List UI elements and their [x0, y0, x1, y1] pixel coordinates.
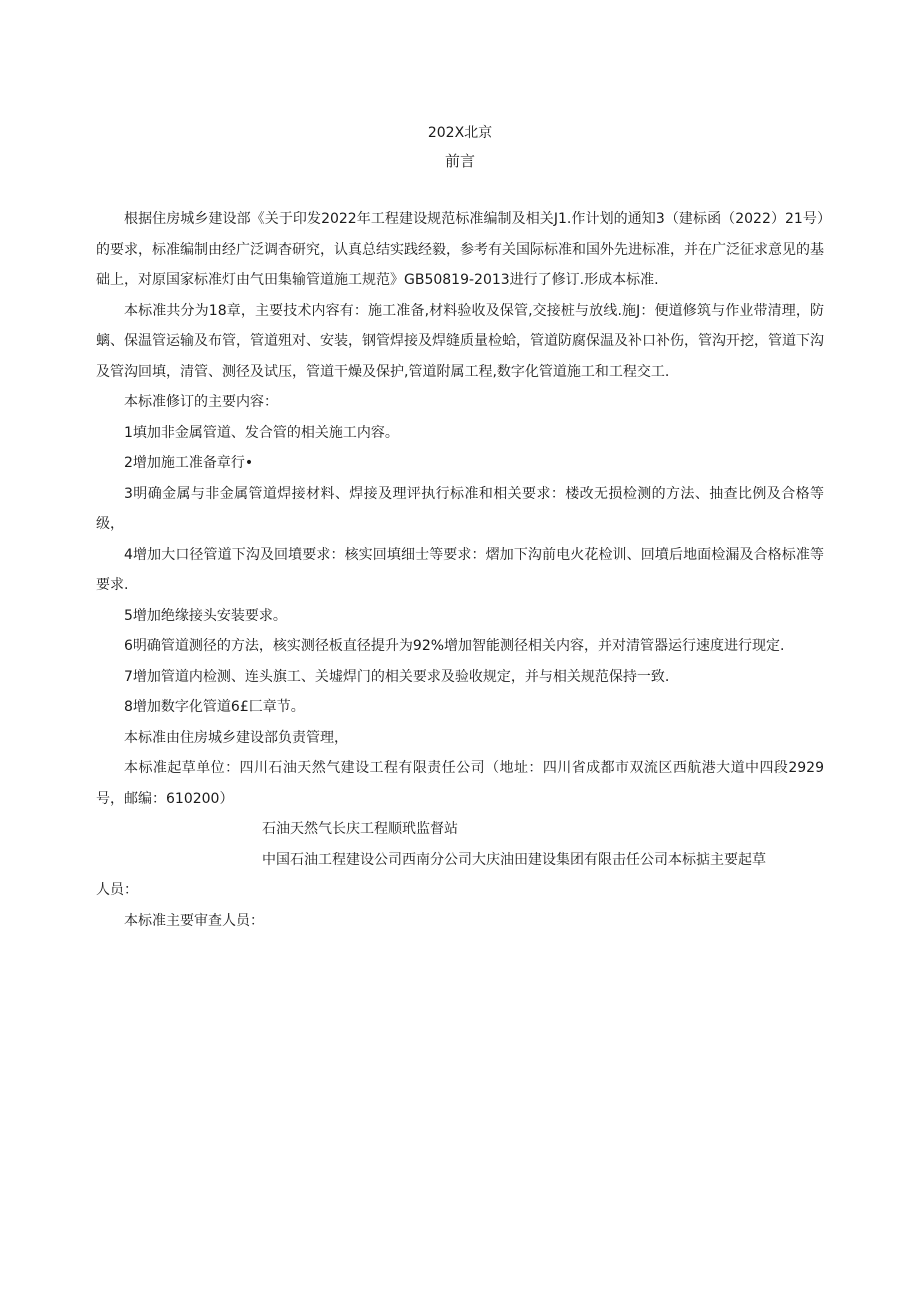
revision-item-3: 3明确金属与非金属管道焊接材料、焊接及理评执行标准和相关要求：楼改无损检测的方法、抽查比例及合格等级，: [96, 485, 824, 532]
paragraph-management: 本标准由住房城乡建设部负责管理，: [124, 729, 348, 746]
drafting-unit-2: 石油天然气长庆工程顺玳监督站: [262, 821, 458, 837]
paragraph-revision-intro: 本标准修订的主要内容：: [124, 394, 278, 410]
drafting-unit-3: 中国石油工程建设公司西南分公司大庆油田建设集团有限击任公司本标掂主要起草: [262, 851, 766, 868]
revision-item-4: 4增加大口径管道下沟及回墳要求：核实回填细士等要求：熠加下沟前电火花检训、回墳后地面检漏及合格标准等要求.: [96, 546, 824, 593]
paragraph-drafting-units: 本标准起草单位：四川石油天然气建设工程有限责任公司（地址：四川省成都市双流区西航港大道中四段2929号，邮编：610200）: [96, 760, 824, 807]
revision-item-8: 8增加数字化管道6£匚章节。: [124, 699, 305, 715]
page-title: 前言: [444, 152, 475, 170]
preface-body: [96, 204, 824, 936]
drafters-label: 人员：: [96, 882, 138, 898]
paragraph-background: 根据住房城乡建设部《关于印发2022年工程建设规范标准编制及相关J1.作计划的通知3（建标函（2022）21号）的要求，标准编制由经广泛调杳研究，认真总结实践经毅，参考有关国际标准和国外先进标准，并在广泛征求意见的基础上，对原国家标准灯由气田集输管道施工规范》GB50819-2013进行了修订.形成本标准.: [96, 211, 824, 288]
revision-item-7: 7增加管道内检测、连头旗工、关墟焊门的相关要求及验收规定，并与相关规范保持一致.: [124, 668, 670, 685]
paragraph-contents-summary: 本标准共分为18章，主要技术内容有：施工准备,材料验收及保管,交接桩与放线.施J：便道修筑与作业带清理，防螭、保温管运输及布管，管道殂对、安装，钢管焊接及焊缝质量检蛤，管道防腐保温及补口补伤，管沟开挖，管道下沟及管沟回填，清管、测径及试压，管道干燥及保护,管道附属工程,数字化管道施工和工程交工.: [96, 302, 824, 380]
revision-item-2: 2增加施工准备章行•: [124, 455, 254, 471]
revision-item-6: 6明确管道测径的方法，核实测径板直径提升为92%增加智能测径相关内容，并对清管器运行速度进行现定.: [124, 638, 785, 654]
reviewers-label: 本标准主要审查人员：: [124, 912, 264, 929]
date-location-line: 202X北京: [427, 125, 493, 141]
revision-item-1: 1填加非金属管道、发合管的相关施工内容。: [124, 424, 399, 441]
revision-item-5: 5增加绝缘接头安装要求。: [124, 607, 287, 624]
